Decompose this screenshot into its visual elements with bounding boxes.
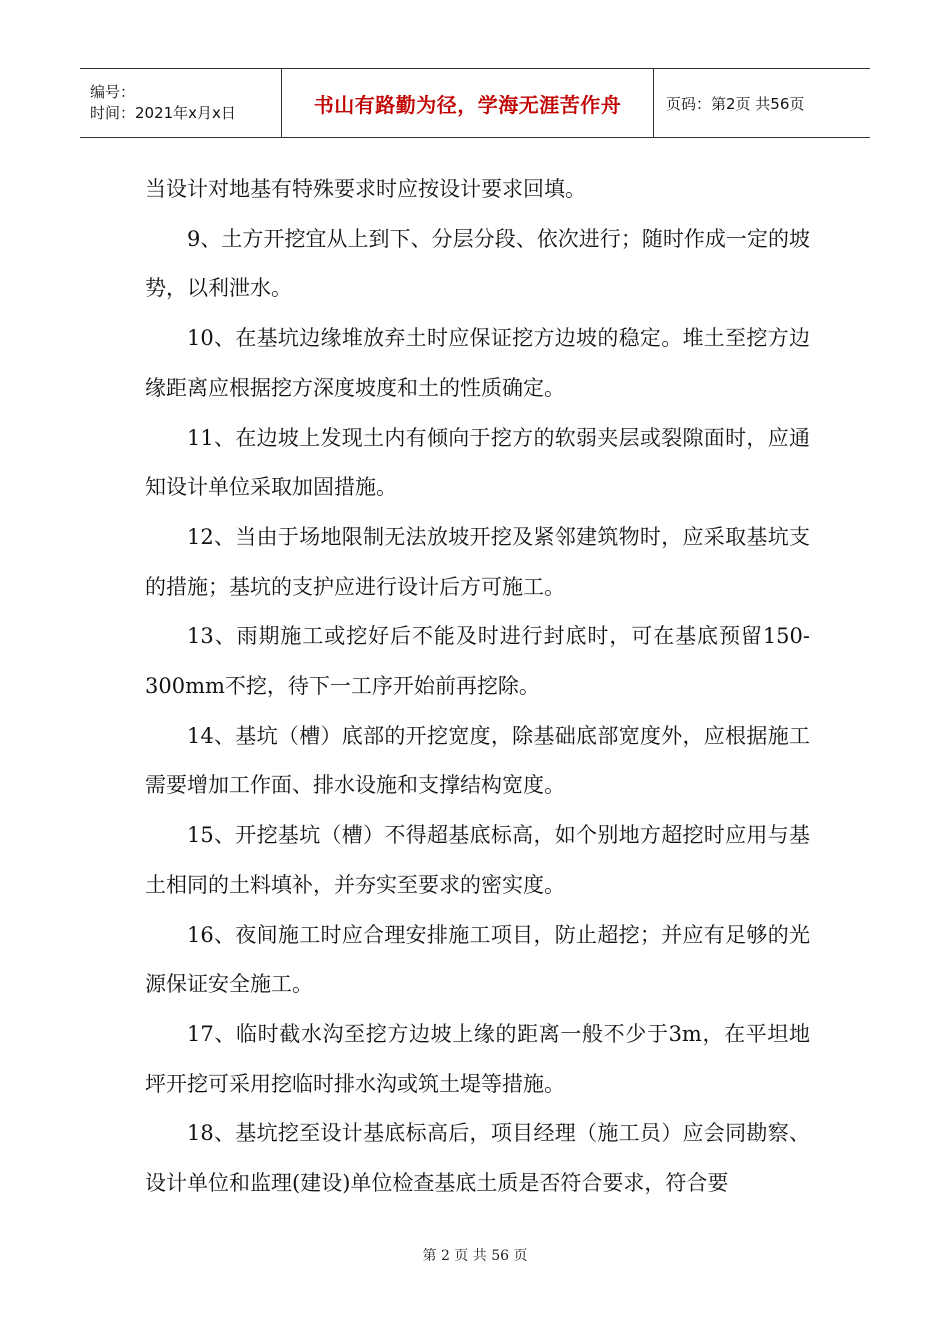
paragraph: 15、开挖基坑（槽）不得超基底标高，如个别地方超挖时应用与基土相同的土料填补，并夯实至要求的密实度。 <box>145 823 810 897</box>
paragraph: 18、基坑挖至设计基底标高后，项目经理（施工员）应会同勘察、设计单位和监理(建设)单位检查基底土质是否符合要求，符合要 <box>145 1121 810 1196</box>
paragraph: 16、夜间施工时应合理安排施工项目，防止超挖；并应有足够的光源保证安全施工。 <box>145 922 810 997</box>
paragraph: 当设计对地基有特殊要求时应按设计要求回填。 <box>145 177 586 201</box>
paragraph: 10、在基坑边缘堆放弃土时应保证挖方边坡的稳定。堆土至挖方边缘距离应根据挖方深度坡度和土的性质确定。 <box>145 326 810 400</box>
paragraph: 11、在边坡上发现土内有倾向于挖方的软弱夹层或裂隙面时，应通知设计单位采取加固措施。 <box>145 425 810 500</box>
page-header <box>80 68 870 138</box>
header-meta <box>80 69 282 137</box>
paragraph: 13、雨期施工或挖好后不能及时进行封底时，可在基底预留150-300mm不挖，待下一工序开始前再挖除。 <box>145 624 810 699</box>
header-motto <box>282 69 654 137</box>
header-page-info <box>654 69 870 137</box>
page-info-text: 页码：第2页 共56页 <box>666 94 805 113</box>
document-time: 时间：2021年x月x日 <box>90 104 236 122</box>
paragraph: 14、基坑（槽）底部的开挖宽度，除基础底部宽度外，应根据施工需要增加工作面、排水设施和支撑结构宽度。 <box>145 723 810 798</box>
paragraph: 17、临时截水沟至挖方边坡上缘的距离一般不少于3m，在平坦地坪开挖可采用挖临时排水沟或筑土堤等措施。 <box>145 1021 810 1096</box>
paragraph: 9、土方开挖宜从上到下、分层分段、依次进行；随时作成一定的坡势，以利泄水。 <box>145 226 810 301</box>
footer-page-number: 第 2 页 共 56 页 <box>422 1248 528 1264</box>
motto-text: 书山有路勤为径，学海无涯苦作舟 <box>313 92 622 117</box>
document-number-label: 编号： <box>90 83 136 101</box>
page-footer <box>0 1245 950 1265</box>
paragraph: 12、当由于场地限制无法放坡开挖及紧邻建筑物时，应采取基坑支的措施；基坑的支护应进行设计后方可施工。 <box>145 524 810 599</box>
document-body <box>145 165 810 1209</box>
